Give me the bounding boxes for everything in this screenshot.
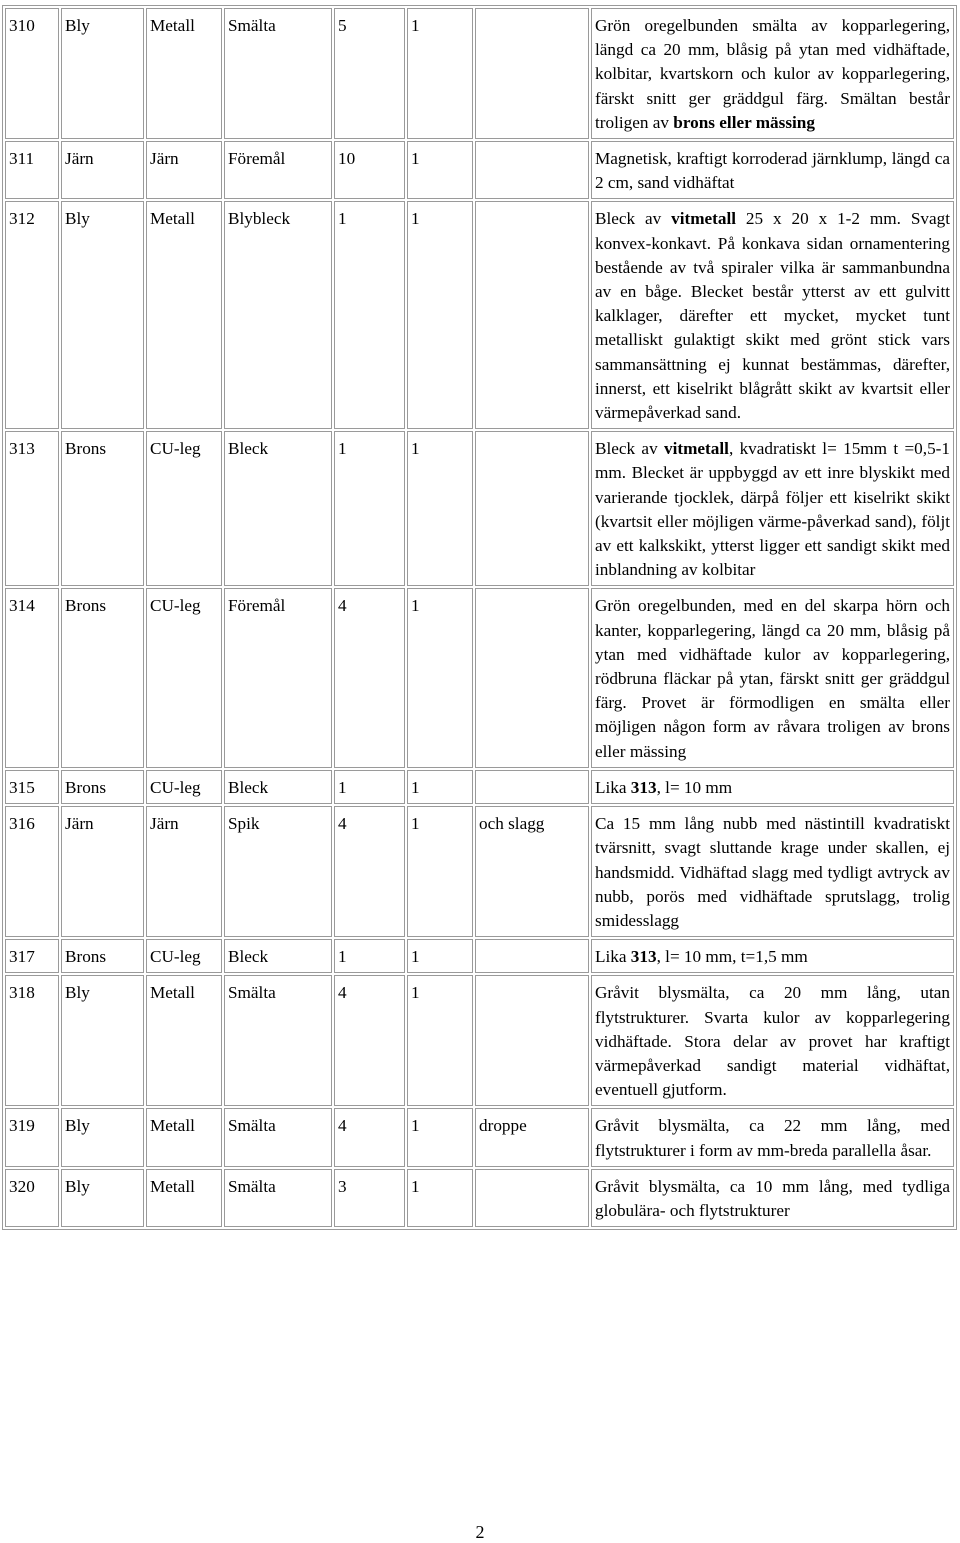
cell-category: Smälta bbox=[224, 1108, 332, 1166]
cell-description bbox=[591, 588, 954, 767]
cell-count: 5 bbox=[334, 8, 405, 139]
cell-extra bbox=[475, 1169, 589, 1227]
description-bold-text: 313 bbox=[630, 777, 657, 797]
cell-count: 4 bbox=[334, 806, 405, 937]
cell-n: 1 bbox=[407, 975, 473, 1106]
cell-category: Smälta bbox=[224, 8, 332, 139]
cell-material: Brons bbox=[61, 431, 144, 586]
cell-count: 1 bbox=[334, 431, 405, 586]
cell-category: Blybleck bbox=[224, 201, 332, 429]
cell-description bbox=[591, 770, 954, 804]
cell-n: 1 bbox=[407, 1169, 473, 1227]
description-text: Bleck av bbox=[595, 439, 665, 459]
table-row bbox=[5, 431, 954, 586]
description-text: Bleck av bbox=[595, 209, 672, 229]
description-text: Grön oregelbunden smälta av kopparlegering, längd ca 20 mm, blåsig på ytan med vidhäftade, kolbitar, kvartskorn och kulor av kopparlegering, färskt snitt ger gräddgul färg. Smältan består troligen av bbox=[595, 16, 950, 132]
cell-category: Föremål bbox=[224, 588, 332, 767]
cell-category: Smälta bbox=[224, 975, 332, 1106]
cell-category: Spik bbox=[224, 806, 332, 937]
table-row bbox=[5, 588, 954, 767]
cell-category: Föremål bbox=[224, 141, 332, 199]
cell-id: 311 bbox=[5, 141, 59, 199]
cell-count: 4 bbox=[334, 588, 405, 767]
table-row bbox=[5, 1169, 954, 1227]
cell-n: 1 bbox=[407, 806, 473, 937]
cell-extra bbox=[475, 975, 589, 1106]
cell-count: 3 bbox=[334, 1169, 405, 1227]
cell-type: Metall bbox=[146, 975, 222, 1106]
cell-n: 1 bbox=[407, 1108, 473, 1166]
cell-material: Järn bbox=[61, 141, 144, 199]
cell-id: 320 bbox=[5, 1169, 59, 1227]
cell-category: Smälta bbox=[224, 1169, 332, 1227]
description-text: Grön oregelbunden, med en del skarpa hörn och kanter, kopparlegering, längd ca 20 mm, blåsig på ytan med vidhäftade kulor av kopparlegering, rödbruna fläckar på ytan, färskt snitt ger gräddgul färg. Provet är förmodligen en smälta eller möjligen någon form av råvara troligen av brons eller mässing bbox=[595, 596, 950, 761]
description-text: Lika bbox=[595, 777, 631, 797]
cell-material: Bly bbox=[61, 975, 144, 1106]
table-row bbox=[5, 141, 954, 199]
cell-description bbox=[591, 8, 954, 139]
cell-extra bbox=[475, 431, 589, 586]
cell-n: 1 bbox=[407, 8, 473, 139]
cell-category: Bleck bbox=[224, 431, 332, 586]
table-row bbox=[5, 975, 954, 1106]
cell-count: 4 bbox=[334, 975, 405, 1106]
description-bold-text: 313 bbox=[630, 947, 657, 967]
cell-type: Metall bbox=[146, 1108, 222, 1166]
cell-count: 1 bbox=[334, 201, 405, 429]
cell-description bbox=[591, 975, 954, 1106]
description-text: , l= 10 mm, t=1,5 mm bbox=[656, 947, 808, 967]
cell-count: 1 bbox=[334, 939, 405, 973]
description-text: , l= 10 mm bbox=[656, 777, 733, 797]
cell-id: 314 bbox=[5, 588, 59, 767]
cell-type: CU-leg bbox=[146, 939, 222, 973]
table-row bbox=[5, 201, 954, 429]
cell-material: Brons bbox=[61, 939, 144, 973]
cell-description bbox=[591, 939, 954, 973]
cell-n: 1 bbox=[407, 431, 473, 586]
cell-description bbox=[591, 1169, 954, 1227]
cell-extra bbox=[475, 201, 589, 429]
description-text: 25 x 20 x 1-2 mm. Svagt konvex-konkavt. På konkava sidan ornamentering bestående av två spiraler vilka är sammanbundna av en båge. Blecket består ytterst av ett gulvitt kalklager, därefter ett mycket, mycket tunt metalliskt gulaktigt skikt med grönt stick vars sammansättning ej kunnat bestämmas, därefter, innerst, ett kiselrikt blågrått skikt av kvartsit eller värmepåverkad sand. bbox=[595, 209, 950, 423]
cell-description bbox=[591, 141, 954, 199]
description-bold-text: vitmetall bbox=[664, 439, 729, 459]
sample-table bbox=[2, 5, 957, 1230]
cell-category: Bleck bbox=[224, 770, 332, 804]
cell-type: Metall bbox=[146, 201, 222, 429]
cell-type: CU-leg bbox=[146, 770, 222, 804]
cell-id: 317 bbox=[5, 939, 59, 973]
description-text: Gråvit blysmälta, ca 20 mm lång, utan flytstrukturer. Svarta kulor av kopparlegering vidhäftade. Stora delar av provet har kraftigt värmepåverkad sandigt material vidhäftat, eventuell gjutform. bbox=[595, 983, 950, 1100]
cell-count: 1 bbox=[334, 770, 405, 804]
cell-material: Bly bbox=[61, 1169, 144, 1227]
cell-type: CU-leg bbox=[146, 588, 222, 767]
description-text: Gråvit blysmälta, ca 10 mm lång, med tydliga globulära- och flytstrukturer bbox=[595, 1176, 950, 1220]
cell-material: Bly bbox=[61, 201, 144, 429]
cell-category: Bleck bbox=[224, 939, 332, 973]
cell-count: 4 bbox=[334, 1108, 405, 1166]
cell-extra bbox=[475, 588, 589, 767]
table-row bbox=[5, 1108, 954, 1166]
cell-n: 1 bbox=[407, 770, 473, 804]
description-text: Gråvit blysmälta, ca 22 mm lång, med flytstrukturer i form av mm-breda parallella åsar. bbox=[595, 1116, 950, 1160]
page-number: 2 bbox=[475, 1522, 485, 1542]
table-row bbox=[5, 8, 954, 139]
cell-type: Metall bbox=[146, 8, 222, 139]
table-row bbox=[5, 939, 954, 973]
cell-extra bbox=[475, 141, 589, 199]
cell-description bbox=[591, 1108, 954, 1166]
cell-id: 315 bbox=[5, 770, 59, 804]
cell-n: 1 bbox=[407, 201, 473, 429]
cell-id: 313 bbox=[5, 431, 59, 586]
cell-n: 1 bbox=[407, 588, 473, 767]
cell-extra: och slagg bbox=[475, 806, 589, 937]
table-row bbox=[5, 770, 954, 804]
cell-material: Brons bbox=[61, 588, 144, 767]
cell-type: CU-leg bbox=[146, 431, 222, 586]
cell-description bbox=[591, 201, 954, 429]
cell-id: 316 bbox=[5, 806, 59, 937]
description-text: Magnetisk, kraftigt korroderad järnklump, längd ca 2 cm, sand vidhäftat bbox=[595, 149, 950, 193]
cell-type: Metall bbox=[146, 1169, 222, 1227]
cell-material: Bly bbox=[61, 1108, 144, 1166]
description-bold-text: vitmetall bbox=[671, 209, 737, 229]
cell-id: 310 bbox=[5, 8, 59, 139]
cell-id: 312 bbox=[5, 201, 59, 429]
cell-material: Järn bbox=[61, 806, 144, 937]
cell-extra bbox=[475, 770, 589, 804]
cell-id: 319 bbox=[5, 1108, 59, 1166]
cell-description bbox=[591, 431, 954, 586]
cell-material: Bly bbox=[61, 8, 144, 139]
cell-count: 10 bbox=[334, 141, 405, 199]
cell-material: Brons bbox=[61, 770, 144, 804]
cell-n: 1 bbox=[407, 939, 473, 973]
cell-type: Järn bbox=[146, 141, 222, 199]
cell-extra: droppe bbox=[475, 1108, 589, 1166]
cell-id: 318 bbox=[5, 975, 59, 1106]
description-text: , kvadratiskt l= 15mm t =0,5-1 mm. Blecket är uppbyggd av ett inre blyskikt med varierande tjocklek, därpå följer ett kiselrikt skikt (kvartsit eller möjligen värme-påverkad sand), följt av ett kalkskikt, ytterst ligger ett sandigt skikt med inblandning av kolbitar bbox=[595, 439, 950, 580]
description-bold-text: brons eller mässing bbox=[673, 112, 815, 132]
cell-description bbox=[591, 806, 954, 937]
cell-n: 1 bbox=[407, 141, 473, 199]
cell-type: Järn bbox=[146, 806, 222, 937]
cell-extra bbox=[475, 8, 589, 139]
description-text: Lika bbox=[595, 947, 631, 967]
table-row bbox=[5, 806, 954, 937]
cell-extra bbox=[475, 939, 589, 973]
description-text: Ca 15 mm lång nubb med nästintill kvadratiskt tvärsnitt, svagt sluttande krage under skallen, ej handsmidd. Vidhäftad slagg med tydligt avtryck av nubb, porös med vidhäftade sprutslagg, trolig smidesslagg bbox=[595, 814, 950, 930]
